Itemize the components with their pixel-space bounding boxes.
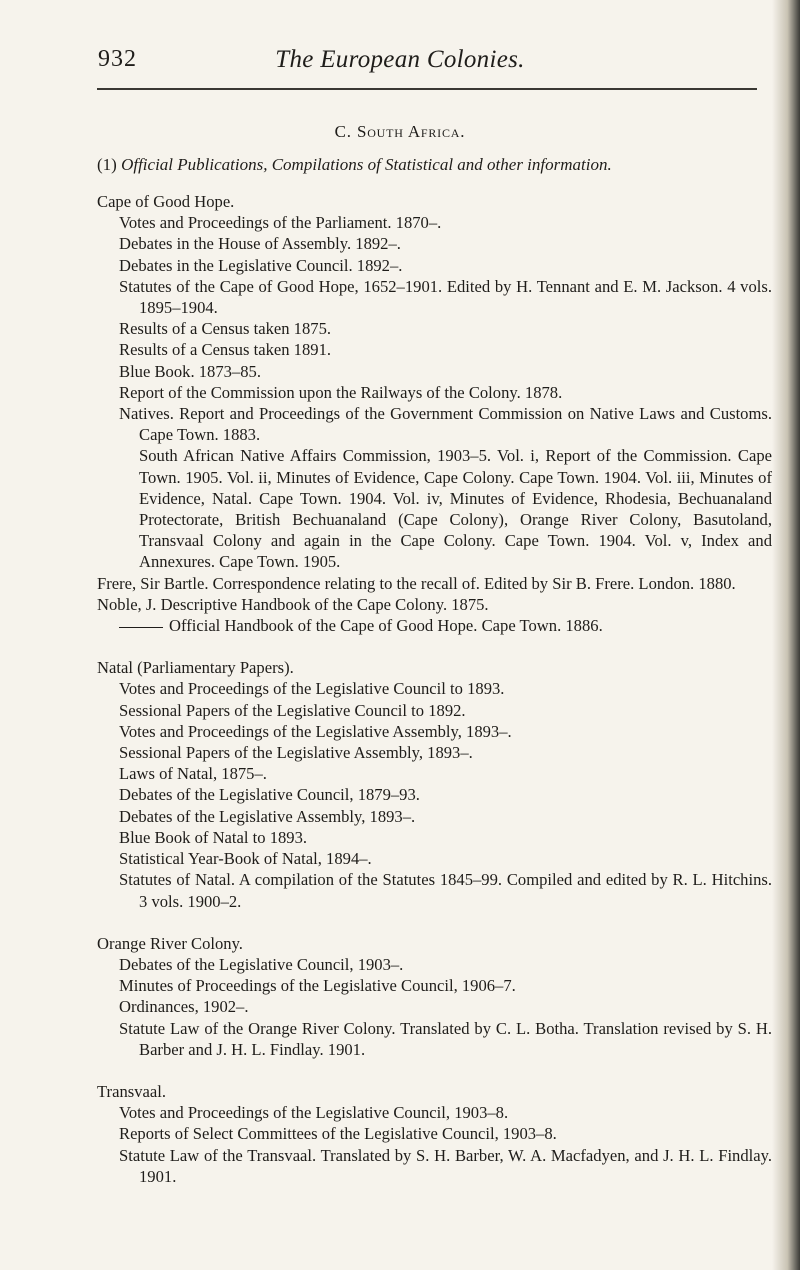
subheading-number: (1) xyxy=(97,155,117,174)
bibliography-entry: Natives. Report and Proceedings of the Government Commission on Native Laws and Customs. Cape Town. 1883. xyxy=(119,404,772,445)
bibliography-entry: Frere, Sir Bartle. Correspondence relating to the recall of. Edited by Sir B. Frere. London. 1880. xyxy=(97,573,736,593)
bibliography-entry: Debates of the Legislative Council, 1879–93. xyxy=(119,785,420,805)
bibliography-entry: Results of a Census taken 1875. xyxy=(119,319,332,339)
bibliography-entry: Report of the Commission upon the Railways of the Colony. 1878. xyxy=(119,382,563,402)
bibliography-entry: Sessional Papers of the Legislative Assembly, 1893–. xyxy=(119,743,473,763)
group-heading: Transvaal. xyxy=(97,1081,166,1101)
bibliography-entry: Noble, J. Descriptive Handbook of the Cape Colony. 1875. xyxy=(97,594,489,614)
header-rule xyxy=(97,88,757,90)
group-heading: Natal (Parliamentary Papers). xyxy=(97,658,294,678)
bibliography-entry: Statute Law of the Transvaal. Translated by S. H. Barber, W. A. Macfadyen, and J. H. L. Findlay. 1901. xyxy=(119,1145,772,1186)
running-title: The European Colonies. xyxy=(275,46,525,73)
bibliography-entry: Ordinances, 1902–. xyxy=(119,997,249,1017)
bibliography-entry: Blue Book. 1873–85. xyxy=(119,361,261,381)
bibliography-group xyxy=(97,657,772,911)
subheading-title: Official Publications, Compilations of Statistical and other information. xyxy=(121,155,612,174)
bibliography-entry: Statutes of the Cape of Good Hope, 1652–1901. Edited by H. Tennant and E. M. Jackson. 4 vols. 1895–1904. xyxy=(119,276,772,318)
section-name: South Africa. xyxy=(356,122,466,141)
bibliography-entry: Sessional Papers of the Legislative Council to 1892. xyxy=(119,700,466,720)
bibliography-group xyxy=(97,933,772,1060)
bibliography-entry: Statutes of Natal. A compilation of the Statutes 1845–99. Compiled and edited by R. L. Hitchins. 3 vols. 1900–2. xyxy=(119,870,772,911)
bibliography-entry: Minutes of Proceedings of the Legislative Council, 1906–7. xyxy=(119,976,516,996)
bibliography-entry: Votes and Proceedings of the Legislative Assembly, 1893–. xyxy=(119,721,512,741)
group-heading: Cape of Good Hope. xyxy=(97,192,235,211)
bibliography-group xyxy=(97,191,772,636)
bibliography-entry: South African Native Affairs Commission, 1903–5. Vol. i, Report of the Commission. Cape Town. 1905. Vol. ii, Minutes of Evidence, Cape Colony. Cape Town. 1904. Vol. iii, Minutes of Evidence, Natal. Cape Town. 1904. Vol. iv, Minutes of Evidence, Rhodesia, Bechuanaland Protectorate, British Bechuanaland (Cape Colony), Orange River Colony, Basutoland, Transvaal Colony and again in the Cape Colony. Cape Town. 1904. Vol. v, Index and Annexures. Cape Town. 1905. xyxy=(139,446,772,572)
page-edge-shadow xyxy=(772,0,800,1270)
entry-text: Official Handbook of the Cape of Good Hope. Cape Town. 1886. xyxy=(169,616,603,636)
bibliography-entry: Debates of the Legislative Council, 1903–. xyxy=(119,954,404,974)
group-heading: Orange River Colony. xyxy=(97,933,243,953)
bibliography-entry: Results of a Census taken 1891. xyxy=(119,340,332,360)
bibliography-entry: Debates in the House of Assembly. 1892–. xyxy=(119,234,401,254)
bibliography-entry: Laws of Natal, 1875–. xyxy=(119,764,267,784)
bibliography-entry: Votes and Proceedings of the Legislative Council to 1893. xyxy=(119,679,505,699)
subheading xyxy=(97,155,777,175)
bibliography-entry: Blue Book of Natal to 1893. xyxy=(119,827,308,847)
bibliography-entry: Debates of the Legislative Assembly, 1893–. xyxy=(119,806,416,826)
bibliography-entry: Reports of Select Committees of the Legislative Council, 1903–8. xyxy=(119,1124,557,1144)
bibliography-list xyxy=(97,191,772,1187)
bibliography-entry xyxy=(97,615,772,636)
section-letter: C. xyxy=(334,122,352,141)
bibliography-group xyxy=(97,1081,772,1187)
page-number: 932 xyxy=(98,46,137,72)
bibliography-entry: Votes and Proceedings of the Legislative Council, 1903–8. xyxy=(119,1103,509,1123)
bibliography-entry: Statute Law of the Orange River Colony. Translated by C. L. Botha. Translation revised by S. H. Barber and J. H. L. Findlay. 1901. xyxy=(119,1018,772,1059)
section-heading xyxy=(0,122,800,142)
bibliography-entry: Votes and Proceedings of the Parliament. 1870–. xyxy=(119,213,442,233)
running-head xyxy=(0,46,800,76)
bibliography-entry: Debates in the Legislative Council. 1892–. xyxy=(119,255,403,275)
ditto-dash xyxy=(119,627,163,628)
bibliography-entry: Statistical Year-Book of Natal, 1894–. xyxy=(119,849,372,869)
